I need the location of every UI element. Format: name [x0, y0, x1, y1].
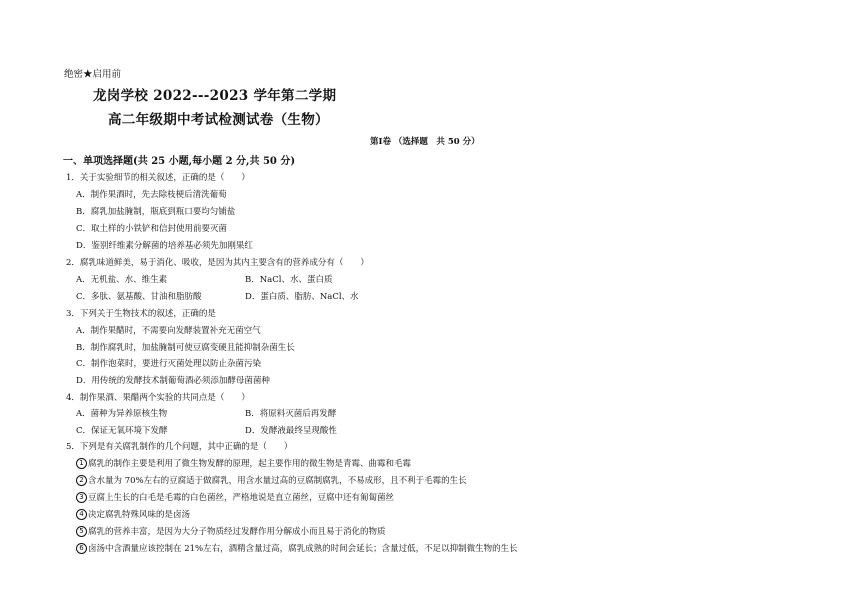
confidential-mark: 绝密★启用前: [64, 69, 122, 80]
question-3-option-b: B．制作腐乳时，加盐腌制可使豆腐变硬且能抑制杂菌生长: [76, 343, 295, 353]
question-4-option-a: A．菌种为异养原核生物: [76, 409, 168, 419]
item-text: 腐乳的制作主要是利用了微生物发酵的原理，起主要作用的微生物是青霉、曲霉和毛霉: [88, 459, 412, 469]
question-3-option-c: C．制作泡菜时，要进行灭菌处理以防止杂菌污染: [76, 359, 262, 369]
part-label: 第Ⅰ卷 （选择题 共 50 分）: [370, 137, 480, 147]
question-1-option-a: A．制作果酒时，先去除枝梗后清洗葡萄: [76, 190, 227, 200]
circled-number-5: 5: [76, 526, 87, 537]
circled-number-1: 1: [76, 458, 87, 469]
question-1-stem: 1．关于实验细节的相关叙述，正确的是（ ）: [66, 173, 250, 183]
question-2-option-a: A．无机盐、水、维生素: [76, 275, 168, 285]
circled-number-4: 4: [76, 509, 87, 520]
question-5-item-5: [76, 525, 386, 537]
item-text: 豆腐上生长的白毛是毛霉的白色菌丝，严格地说是直立菌丝，豆腐中还有匍匐菌丝: [88, 493, 395, 503]
question-3-option-d: D．用传统的发酵技术制葡萄酒必须添加酵母菌菌种: [76, 376, 270, 386]
item-text: 卤汤中含酒量应该控制在 21%左右，酒精含量过高，腐乳成熟的时间会延长；含量过低，不足以抑制微生物的生长: [88, 544, 518, 554]
question-4-option-c: C．保证无氧环境下发酵: [76, 426, 168, 436]
exam-paper-title: 高二年级期中考试检测试卷（生物）: [108, 112, 329, 128]
exam-school-title: 龙岗学校 2022---2023 学年第二学期: [93, 88, 337, 104]
question-5-item-6: [76, 542, 518, 554]
question-1-option-c: C．取土样的小铁铲和信封使用前要灭菌: [76, 224, 228, 234]
question-4-option-b: B．将原料灭菌后再发酵: [245, 409, 337, 419]
question-3-stem: 3．下列关于生物技术的叙述，正确的是: [66, 309, 216, 319]
question-5-item-2: [76, 474, 467, 486]
question-5-item-1: [76, 457, 411, 469]
question-4-stem: 4．制作果酒、果醋两个实验的共同点是（ ）: [66, 393, 250, 403]
circled-number-3: 3: [76, 492, 87, 503]
question-2-option-d: D．蛋白质、脂肪、NaCl、水: [245, 292, 359, 302]
item-text: 决定腐乳特殊风味的是卤汤: [88, 510, 191, 520]
question-1-option-d: D．鉴别纤维素分解菌的培养基必须先加刚果红: [76, 241, 253, 251]
question-5-item-3: [76, 491, 394, 503]
circled-number-2: 2: [76, 475, 87, 486]
question-2-option-b: B．NaCl、水、蛋白质: [245, 275, 333, 285]
section-heading: 一、单项选择题(共 25 小题,每小题 2 分,共 50 分): [63, 156, 296, 167]
circled-number-6: 6: [76, 543, 87, 554]
question-2-stem: 2．腐乳味道鲜美，易于消化、吸收，是因为其内主要含有的营养成分有（ ）: [66, 258, 369, 268]
question-5-item-4: [76, 508, 190, 520]
question-4-option-d: D．发酵液最终呈现酸性: [245, 426, 337, 436]
item-text: 含水量为 70%左右的豆腐适于做腐乳，用含水量过高的豆腐制腐乳，不易成形，且不利于毛霉的生长: [88, 476, 467, 486]
question-3-option-a: A．制作果醋时，不需要向发酵装置补充无菌空气: [76, 326, 261, 336]
question-2-option-c: C．多肽、氨基酸、甘油和脂肪酸: [76, 292, 202, 302]
question-5-stem: 5．下列是有关腐乳制作的几个问题，其中正确的是（ ）: [66, 442, 293, 452]
question-1-option-b: B．腐乳加盐腌制，瓶底到瓶口要均匀铺盐: [76, 207, 236, 217]
item-text: 腐乳的营养丰富，是因为大分子物质经过发酵作用分解成小而且易于消化的物质: [88, 527, 386, 537]
